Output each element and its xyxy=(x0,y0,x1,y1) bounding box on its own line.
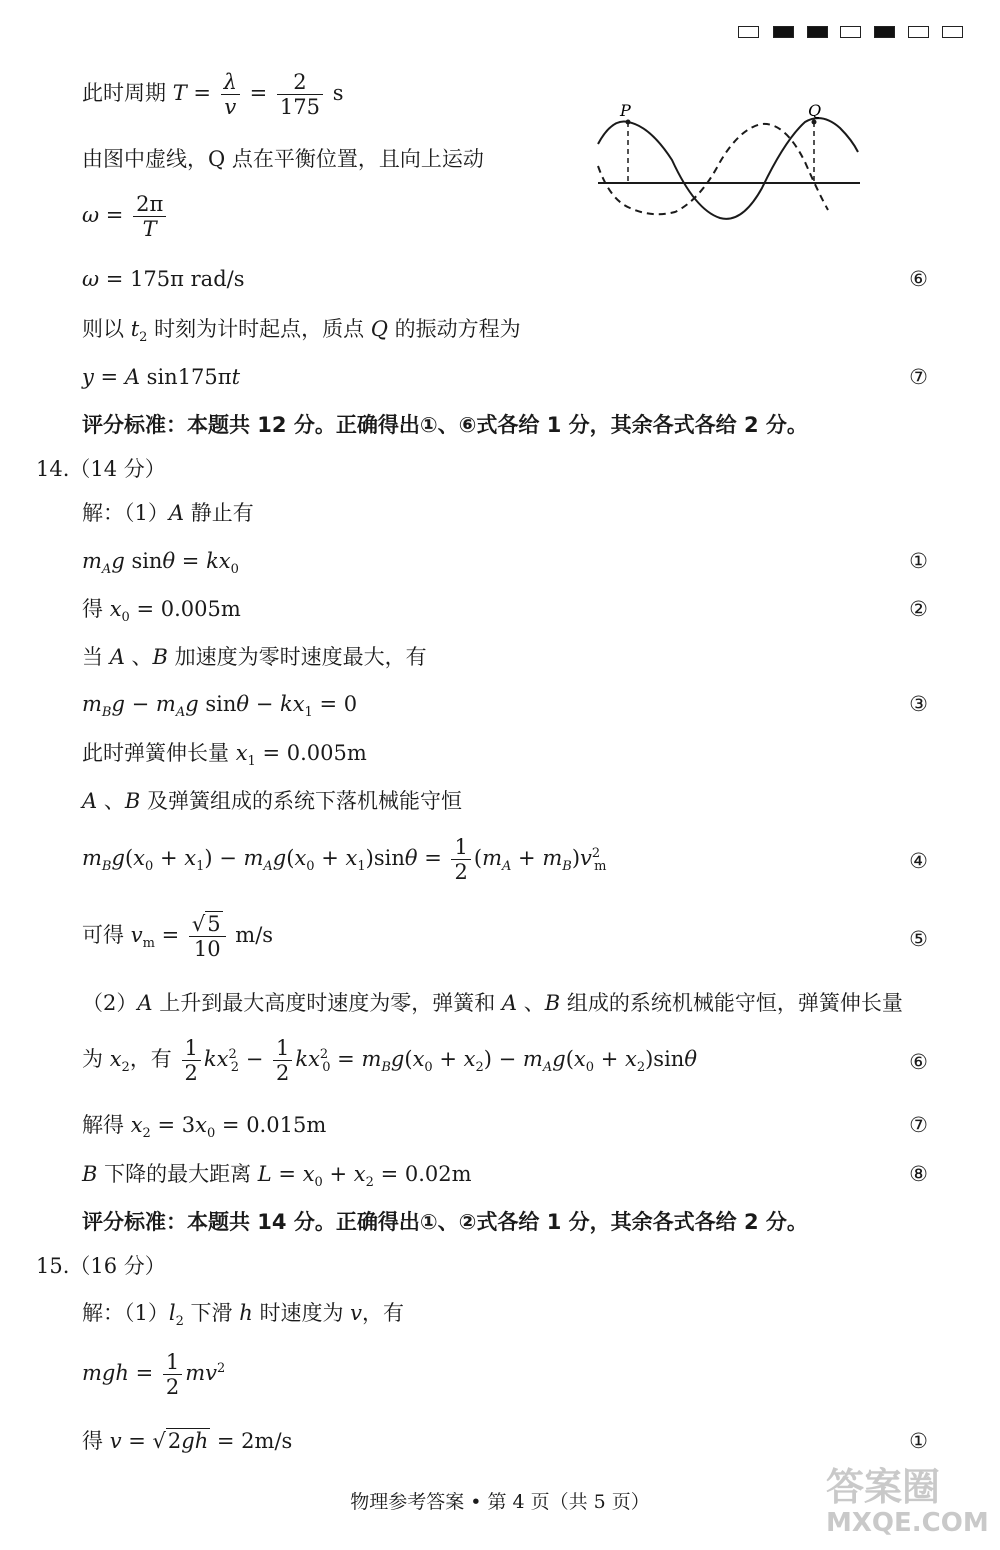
q14-part2: （2）A 上升到最大高度时速度为零，弹簧和 A 、B 组成的系统机械能守恒，弹簧伸长量 xyxy=(82,991,903,1015)
dashed-note: 由图中虚线，Q 点在平衡位置，且向上运动 xyxy=(82,147,484,171)
eq-marker: ① xyxy=(909,549,928,573)
eq-marker: ④ xyxy=(909,849,928,873)
omega-definition: ω = $\frac{2\pi}{T}$ xyxy=(82,192,169,241)
q14-text2: 此时弹簧伸长量 $x_1 = 0.005m$ xyxy=(82,741,367,770)
page-footer: 物理参考答案 • 第 4 页（共 5 页） xyxy=(350,1491,650,1513)
q14-text3: A 、B 及弹簧组成的系统下落机械能守恒 xyxy=(82,789,462,813)
scoring-note-14: 评分标准：本题共 14 分。正确得出①、②式各给 1 分，其余各式各给 2 分。 xyxy=(82,1210,808,1234)
watermark-logo: 答案圈 xyxy=(826,1465,941,1509)
scoring-note-13: 评分标准：本题共 12 分。正确得出①、⑥式各给 1 分，其余各式各给 2 分。 xyxy=(82,413,808,437)
omega-value: ω = 175π rad/s xyxy=(82,267,245,291)
eq-marker: ⑤ xyxy=(909,927,928,951)
eq-marker: ⑦ xyxy=(909,365,928,389)
question-15-header: 15.（16 分） xyxy=(36,1254,166,1278)
solid-wave xyxy=(598,118,858,219)
eq-marker: ② xyxy=(909,597,928,621)
label-q: Q xyxy=(808,101,822,120)
eq-marker: ① xyxy=(909,1429,928,1453)
period-line: 此时周期 T = $\frac{\lambda}{v}$ = $\frac{2}{175}$ s xyxy=(82,70,344,119)
header-square xyxy=(840,26,861,38)
point-p xyxy=(626,120,631,125)
q14-part1-intro: 解：（1）A 静止有 xyxy=(82,501,254,525)
equation-intro: 则以 $t_2$ 时刻为计时起点，质点 Q 的振动方程为 xyxy=(82,317,521,346)
q14-text1: 当 A 、B 加速度为零时速度最大，有 xyxy=(82,645,427,669)
header-square xyxy=(942,26,963,38)
header-square xyxy=(908,26,929,38)
eq-marker: ⑦ xyxy=(909,1113,928,1137)
eq-marker: ⑧ xyxy=(909,1162,928,1186)
q14-eq1: $m_Ag$ $\sin\theta = kx_0$ xyxy=(82,549,239,578)
eq-marker: ③ xyxy=(909,692,928,716)
q14-eq5: 可得 $v_m$ = $\frac{√5}{10}$ m/s xyxy=(82,912,274,961)
header-square xyxy=(874,26,895,38)
point-q xyxy=(812,120,817,125)
q14-eq6: 为 $x_2$，有 $\frac{1}{2}$ $kx^2_2$ − $\frac{1}{2}$ $kx^2_0 = m_Bg(x_0 + x_2) - m_Ag(x_0 + x_2)\sin\theta$ xyxy=(82,1036,697,1085)
wave-figure xyxy=(590,100,870,230)
header-square xyxy=(807,26,828,38)
eq-marker: ⑥ xyxy=(909,267,928,291)
header-square xyxy=(738,26,759,38)
label-p: P xyxy=(620,101,631,120)
q15-eq1: 得 v = √2gh = 2m/s xyxy=(82,1429,293,1453)
q14-eq2: 得 $x_0 = 0.005m$ xyxy=(82,597,241,626)
question-14-header: 14.（14 分） xyxy=(36,457,166,481)
q14-eq4: $m_Bg(x_0 + x_1) - m_Ag(x_0 + x_1)\sin\theta$ = $\frac{1}{2}$ $(m_A + m_B)v^2_m$ xyxy=(82,835,607,884)
q14-eq7: 解得 $x_2 = 3x_0 = 0.015m$ xyxy=(82,1113,327,1142)
dashed-wave xyxy=(598,124,828,214)
vibration-equation: y = A sin175πt xyxy=(82,365,241,389)
q14-eq8: B 下降的最大距离 $L = x_0 + x_2 = 0.02m$ xyxy=(82,1162,472,1191)
q14-eq3: $m_Bg - m_Ag$ $\sin\theta - kx_1 = 0$ xyxy=(82,692,358,721)
header-square xyxy=(773,26,794,38)
eq-marker: ⑥ xyxy=(909,1050,928,1074)
watermark-url: MXQE.COM xyxy=(826,1508,989,1538)
q15-part1-intro: 解：$(1)l_2$ 下滑 h 时速度为 v，有 xyxy=(82,1301,404,1330)
q15-eq0: mgh = $\frac{1}{2}$ $mv^2$ xyxy=(82,1350,226,1399)
